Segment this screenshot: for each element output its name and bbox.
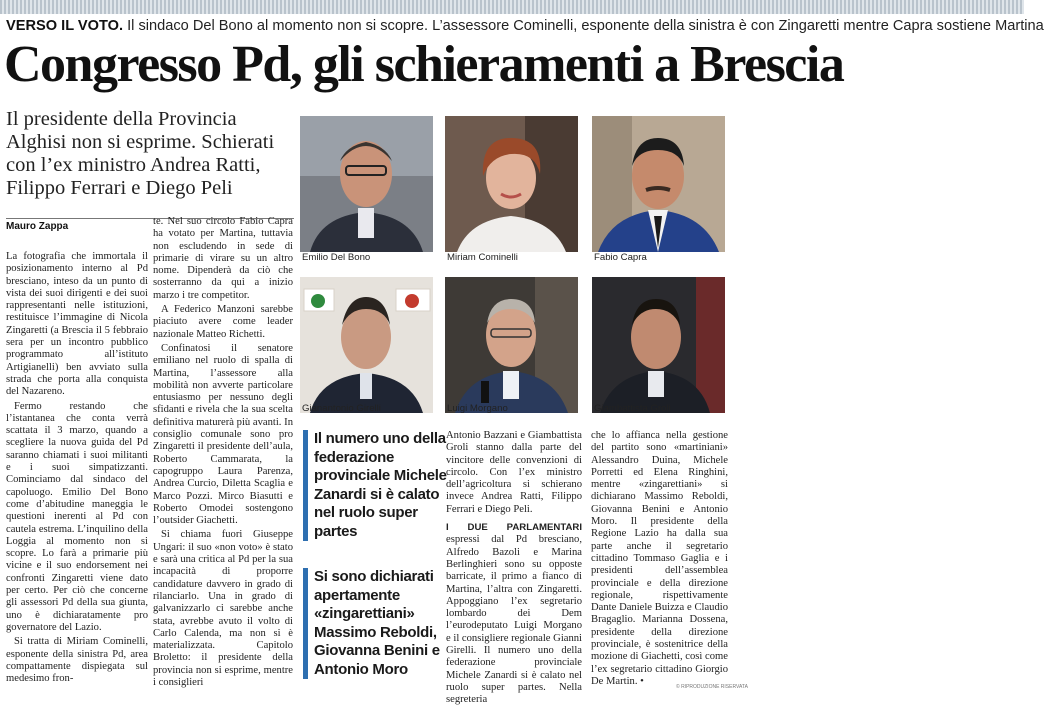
portrait-photo <box>445 116 578 252</box>
paragraph: Antonio Bazzani e Giambattista Groli stanno dalla parte del vincitore delle convenzioni di circolo. Con l’ex ministro dell’agricoltura si schierano invece Andrea Ratti, Filippo Ferrari e Diego Peli. <box>446 430 582 515</box>
kicker-text: Il sindaco Del Bono al momento non si scopre. L’assessore Cominelli, esponente della sinistra è con Zingaretti mentre Capra sostiene Martina <box>127 18 1044 34</box>
paragraph <box>446 522 582 706</box>
paragraph: Si chiama fuori Giuseppe Ungari: il suo «non voto» è stato e sarà una critica al Pd per la sua incapacità di proporre candidature davvero in grado di rilanciarlo. Una in grado di galvanizzarlo ci sarebbe anche stata, avrebbe avuto il volto di Carlo Calenda, ma non si è materializzata. Capitolo Broletto: il presidente della provincia non si esprime, mentre i consiglieri <box>153 529 293 688</box>
page-top-strip <box>0 0 1024 14</box>
paragraph: che lo affianca nella gestione del partito sono «martiniani» Alessandro Duina, Michele Porretti ed Elena Ringhini, mentre «zingarettiani» si dichiarano Massimo Reboldi, Giovanna Benini e Antonio Moro. Il presidente della Regione Lazio ha dalla sua parte anche il segretario cittadino Tommaso Gaglia e i presidenti dell’assemblea provinciale e della direzione regionale, rispettivamente Dante Daniele Buizza e Claudio Bragaglio. Marianna Dossena, presidente della direzione provinciale, è sostenitrice della mozione di Giachetti, così come l’ex segretario cittadino Giorgio De Martin. • <box>591 430 728 687</box>
photo-caption: Emilio Del Bono <box>302 252 371 263</box>
portrait-photo <box>592 116 725 252</box>
photo-caption: Giambattista Groli <box>594 403 671 414</box>
paragraph-text: espressi dal Pd bresciano, Alfredo Bazoli e Marina Berlinghieri sono su opposte barricate, il primo a fianco di Martina, l’altra con Zingaretti. Appoggiano l’ex segretario lombardo dei Dem l’eurodeputato Luigi Morgano e il consigliere regionale Gianni Girelli. Il numero uno della federazione provinciale Michele Zanardi si è calato nel ruolo super partes. Nella segreteria <box>446 534 582 706</box>
pull-quote: Il numero uno della federazione provinciale Michele Zanardi si è calato nel ruolo super partes <box>303 430 448 541</box>
paragraph: Confinatosi il senatore emiliano nel ruolo di spalla di Martina, l’assessore alla mobilità non avverte particolare entusiasmo per nessuno degli sfidanti e rivela che la sua scelta definitiva maturerà più avanti. In consiglio comunale sono pro Zingaretti il presidente dell’aula, Roberto Cammarata, la capogruppo Laura Parenza, Andrea Curcio, Diletta Scaglia e Marco Pozzi. Mirco Biasutti e Roberto Omodei sostengono l’outsider Giachetti. <box>153 342 293 527</box>
article-column-4 <box>591 430 728 687</box>
portrait-photo <box>300 277 433 413</box>
pull-quote: Si sono dichiarati apertamente «zingarettiani» Massimo Reboldi, Giovanna Benini e Antonio Moro <box>303 568 448 679</box>
portrait-photo <box>300 116 433 252</box>
photo-caption: Gianantonio Girelli <box>302 403 381 414</box>
byline: Mauro Zappa <box>6 221 69 232</box>
portrait-photo <box>592 277 725 413</box>
headline: Congresso Pd, gli schieramenti a Brescia <box>4 36 844 93</box>
article-column-2 <box>153 216 293 688</box>
paragraph: Si tratta di Miriam Cominelli, esponente della sinistra Pd, area compattamente dispiegata sul medesimo fron- <box>6 636 148 685</box>
paragraph: Fermo restando che l’istantanea che conta verrà scattata il 3 marzo, quando a scegliere la nuova guida del Pd saranno chiamati i suoi militanti e i suoi simpatizzanti. Cominciamo dal sindaco del capoluogo. Emilio Del Bono come d’abitudine maneggia le questioni inerenti al Pd con cautela estrema. L’inquilino della Loggia al momento non si scopre. Lo farà a primarie più vicine e il suo endorsement nei confronti Zingaretti viene dato per certo. Per ciò che concerne gli assessori Pd della sua giunta, uno è dichiaratamente pro governatore del Lazio. <box>6 400 148 633</box>
article-column-3 <box>446 430 582 706</box>
kicker-label: VERSO IL VOTO. <box>6 18 124 34</box>
photo-caption: Miriam Cominelli <box>447 252 518 263</box>
paragraph: La fotografia che immortala il posizionamento interno al Pd bresciano, inteso da un punto di vista dei suoi dirigenti e dei suoi rappresentanti nelle istituzioni, restituisce l’immagine di Nicola Zingaretti (a Brescia il 5 febbraio sera per un incontro pubblico programmato all’istituto Artigianelli) ben avviato sulla strada che porta alla conquista del Nazareno. <box>6 251 148 398</box>
section-lead-in: I DUE PARLAMENTARI <box>446 522 582 534</box>
paragraph: A Federico Manzoni sarebbe piaciuto avere come leader nazionale Matteo Richetti. <box>153 304 293 340</box>
copyright-note: © RIPRODUZIONE RISERVATA <box>676 684 748 690</box>
article-column-1 <box>6 251 148 683</box>
paragraph: te. Nel suo circolo Fabio Capra ha votato per Martina, tuttavia non escludendo in sede di primarie di virare su un altro nome. Dipenderà da ciò che sosterranno da qui a inizio marzo i tre competitor. <box>153 216 293 301</box>
photo-caption: Fabio Capra <box>594 252 647 263</box>
photo-caption: Luigi Morgano <box>447 403 508 414</box>
portrait-photo <box>445 277 578 413</box>
subheadline: Il presidente della Provincia Alghisi non si esprime. Schierati con l’ex ministro Andrea Ratti, Filippo Ferrari e Diego Peli <box>6 108 275 199</box>
